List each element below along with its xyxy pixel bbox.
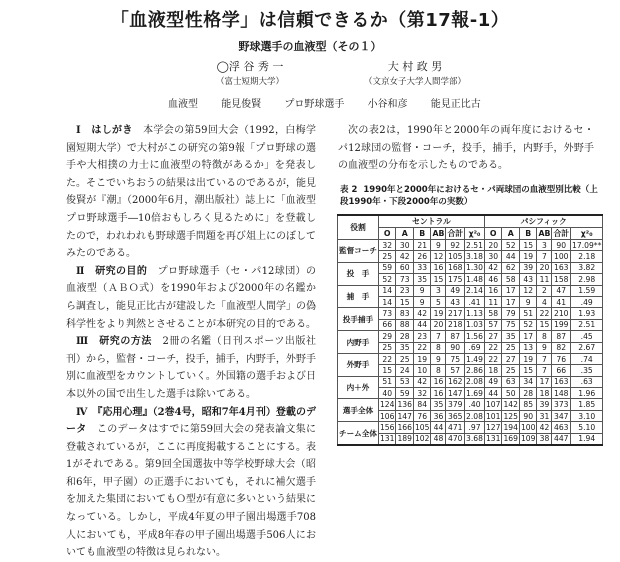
table-cell: 29: [378, 331, 396, 342]
col-total: 合計: [553, 229, 570, 238]
table-cell: 3.18: [466, 252, 483, 262]
table-cell: 87: [552, 331, 571, 342]
table-cell: 9: [519, 296, 537, 307]
table-cell: 25: [396, 353, 414, 364]
section-heading: Ⅱ 研究の目的: [76, 265, 148, 277]
table-cell: 9: [431, 240, 446, 251]
table-cell: 194: [503, 422, 518, 432]
paper-subtitle: 野球選手の血液型（その１）: [238, 40, 382, 53]
table-cell: 42: [396, 251, 414, 262]
table-cell: 32: [378, 240, 396, 251]
author-2: [340, 58, 490, 87]
table-cell: 43: [446, 296, 465, 307]
paragraph: [66, 333, 316, 403]
table-cell: 1.94: [571, 433, 603, 445]
left-column: [66, 122, 316, 562]
table-cell: 15: [396, 296, 414, 307]
table-cell: 2.51: [466, 240, 483, 250]
table-cell: 35: [502, 331, 520, 342]
table-cell: 162: [446, 376, 465, 387]
table-cell: 49: [446, 285, 465, 296]
keywords: [168, 95, 499, 110]
table-cell: 87: [446, 331, 465, 342]
table-cell: 189: [397, 434, 412, 444]
table-cell: 471: [446, 422, 465, 433]
table-cell: 32: [413, 388, 431, 399]
table-cell: 142: [503, 400, 518, 410]
table-cell: 48: [431, 433, 446, 445]
table-row: [338, 240, 603, 251]
table-row: [338, 331, 603, 342]
table-cell: 73: [378, 308, 396, 319]
table-cell: .74: [571, 353, 603, 364]
table-cell: 19: [519, 251, 537, 262]
table-cell: 217: [446, 308, 465, 319]
table-cell: 2.67: [571, 342, 603, 353]
table-cell: 42: [413, 308, 431, 319]
table-number: 表 2: [340, 185, 358, 195]
author-1: [180, 58, 320, 87]
row-label: 投手捕手: [338, 308, 379, 331]
table-cell: 101: [485, 411, 501, 421]
paragraph: [66, 263, 316, 333]
table-cell: 30: [484, 251, 502, 262]
table-cell: 44: [502, 251, 520, 262]
table-cell: 43: [519, 274, 537, 285]
table-cell: .97: [465, 422, 485, 433]
table-cell: 131: [379, 434, 395, 444]
table-cell: 1.93: [571, 308, 603, 319]
table-cell: 5.10: [571, 422, 603, 433]
table-cell: 15: [378, 365, 396, 376]
table-cell: 59: [378, 262, 396, 273]
paragraph-text: このデータはすでに第59回大会の発表論文集に登載されているが，ここに再度掲載することにする。表1がそれである。第9回全国選抜中等学校野球大会（昭和6年，甲子園）の正選手においても，それに補欠選手を加えた集団においてもＯ型が有意に多いという結果になっている。しかし，平成4年夏の甲子園出場選手708人においても，平成8年春の甲子園出場選手506人においても血液型の特徴は見られない。: [66, 424, 317, 559]
table-cell: 60: [396, 262, 414, 273]
table-cell: .49: [571, 296, 603, 307]
table-cell: 42: [413, 376, 431, 387]
table-cell: 2.14: [466, 286, 483, 296]
table-cell: 28: [396, 331, 414, 342]
table-cell: 39: [537, 399, 552, 410]
paragraph-text: プロ野球選手（セ・パ12球団）の血液型（ＡＢＯ式）を1990年および2000年の名鑑から調査し，能見正比古が建設した「血液型人間学」の偽科学性をより判然とさせることが本研究の目的である。: [66, 265, 316, 330]
table-cell: 31: [537, 410, 552, 421]
table-cell: 22: [378, 353, 396, 364]
col-chi: χ²₀: [465, 228, 485, 240]
table-cell: 23: [396, 285, 414, 296]
table-cell: 1.69: [466, 388, 483, 398]
col-chi: χ²₀: [571, 228, 603, 240]
table-cell: 12: [519, 285, 537, 296]
table-cell: 8: [537, 331, 552, 342]
col-total: 合計: [447, 229, 464, 238]
col-b: B: [413, 228, 431, 240]
table-cell: 20: [537, 262, 552, 273]
table-cell: 79: [502, 308, 520, 319]
table-cell: 52: [519, 319, 537, 330]
table-cell: 1.30: [466, 263, 483, 273]
keyword: 能見俊賢: [221, 99, 262, 110]
table-cell: 36: [431, 410, 446, 421]
table-cell: 76: [552, 353, 571, 364]
table-cell: 44: [413, 319, 431, 330]
table-cell: 136: [397, 400, 412, 410]
table-cell: 33: [413, 262, 431, 273]
table-cell: 25: [502, 365, 520, 376]
table-cell: 163: [552, 376, 571, 387]
author-1-name: ◯浮 谷 秀 一: [216, 60, 284, 73]
table-cell: 100: [552, 251, 571, 262]
right-column: [338, 122, 594, 175]
col-role: 役割: [338, 215, 379, 240]
table-cell: 75: [502, 319, 520, 330]
table-cell: 199: [552, 319, 571, 330]
table-cell: 12: [431, 251, 446, 262]
table-cell: 42: [537, 422, 552, 433]
table-cell: 105: [414, 422, 430, 432]
table-cell: 18: [484, 365, 502, 376]
table-cell: 58: [502, 274, 520, 285]
table-cell: 76: [413, 410, 431, 421]
table-cell: 8: [431, 365, 446, 376]
table-cell: 39: [519, 262, 537, 273]
table-cell: 10: [413, 365, 431, 376]
table-cell: 13: [519, 342, 537, 353]
table-cell: 148: [552, 388, 571, 399]
table-cell: 7: [431, 331, 446, 342]
row-label: 内野手: [338, 331, 379, 354]
table-cell: 30: [396, 240, 414, 251]
table-cell: 47: [552, 285, 571, 296]
table-cell: 51: [378, 376, 396, 387]
row-label: 外野手: [338, 353, 379, 376]
table-cell: 169: [503, 434, 518, 444]
keyword: 小谷和彦: [367, 99, 408, 110]
table-row: [338, 262, 603, 273]
table-cell: 25: [378, 251, 396, 262]
table-cell: 84: [413, 399, 431, 410]
table-cell: 379: [446, 399, 465, 410]
table-cell: 25: [502, 342, 520, 353]
table-cell: 25: [378, 342, 396, 353]
table-cell: 17: [537, 376, 552, 387]
table-cell: 18: [537, 388, 552, 399]
table-cell: 16: [431, 376, 446, 387]
table-cell: 15: [537, 319, 552, 330]
table-cell: 88: [396, 319, 414, 330]
row-label: 投 手: [338, 262, 379, 285]
row-label: 内＋外: [338, 376, 379, 399]
author-2-name: 大 村 政 男: [387, 60, 443, 73]
paragraph-text: 本学会の第59回大会（1992，白梅学園短期大学）で大村がこの研究の第9報「プロ野球の選手や大相撲の力士に血液型の特徴があるか」を発表した。そこでいちおうの結果は出ているのであるが，能見俊賢が『潮』（2000年6月，潮出版社）誌上に「血液型プロ野球選手―10倍おもしろく見るために」を登載したので，われわれも野球選手問題を再び俎上にのぼしてみたのである。: [66, 125, 316, 260]
table-cell: 156: [379, 422, 395, 432]
table-cell: 16: [484, 285, 502, 296]
table-cell: 2.08: [466, 377, 483, 387]
table-cell: 58: [484, 308, 502, 319]
table-cell: 105: [446, 251, 465, 262]
table-cell: .40: [465, 399, 485, 410]
table-cell: 100: [520, 422, 536, 432]
paragraph: [66, 404, 316, 562]
table-cell: 158: [552, 274, 571, 285]
table-cell: 24: [396, 365, 414, 376]
section-heading: Ⅲ 研究の方法: [76, 336, 152, 348]
table-cell: 19: [413, 353, 431, 364]
table-cell: 109: [520, 434, 536, 444]
table-cell: 7: [537, 365, 552, 376]
table-cell: 75: [446, 353, 465, 364]
table-caption-text: 1990年と2000年におけるセ・パ両球団の血液型別比較（上段1990年・下段2000年の実数）: [340, 185, 598, 207]
table-cell: 53: [396, 376, 414, 387]
table-cell: 52: [502, 240, 520, 251]
section-heading: Ⅳ 『応用心理』（2巻4号，昭和7年4月刊）登載のデータ: [66, 406, 316, 436]
table-cell: 35: [413, 274, 431, 285]
table-cell: 1.03: [466, 320, 483, 330]
table-cell: .69: [465, 342, 485, 353]
table-cell: 44: [484, 388, 502, 399]
table-cell: 8: [431, 342, 446, 353]
table-cell: 166: [397, 422, 412, 432]
table-cell: 9: [431, 353, 446, 364]
table-cell: 127: [485, 422, 501, 432]
table-cell: 73: [396, 274, 414, 285]
table-cell: 463: [552, 422, 571, 433]
table-cell: .45: [571, 331, 603, 342]
table-cell: 168: [446, 262, 465, 273]
table-cell: 210: [552, 308, 571, 319]
row-label: 捕 手: [338, 285, 379, 308]
table-cell: 90: [519, 410, 537, 421]
table-cell: 2.08: [466, 411, 483, 421]
table-cell: 90: [446, 342, 465, 353]
table-cell: 17.09**: [572, 240, 602, 250]
table-cell: 23: [413, 331, 431, 342]
table-cell: 1.56: [466, 331, 483, 341]
table-cell: 44: [431, 422, 446, 433]
paragraph-text: 次の表2は，1990年と2000年の両年度におけるセ・パ12球団の監督・コーチ，投手，捕手，内野手，外野手の血液型の分布を示したものである。: [338, 125, 594, 172]
table-cell: 35: [396, 342, 414, 353]
col-a: A: [396, 228, 414, 240]
paragraph: [338, 122, 594, 175]
table-cell: 85: [519, 399, 537, 410]
table-cell: 19: [431, 308, 446, 319]
table-cell: 106: [379, 411, 395, 421]
keyword: 能見正比古: [430, 99, 481, 110]
table-cell: 34: [519, 376, 537, 387]
table-cell: 2.98: [571, 274, 603, 285]
table-cell: 49: [484, 376, 502, 387]
table-cell: 35: [431, 399, 446, 410]
table-cell: 102: [414, 434, 430, 444]
table-cell: 22: [537, 308, 552, 319]
table-cell: .63: [571, 376, 603, 387]
table-cell: 57: [446, 365, 465, 376]
table-cell: .35: [571, 365, 603, 376]
table-cell: 347: [552, 410, 571, 421]
table-cell: 1.49: [466, 354, 483, 364]
table-cell: 20: [484, 240, 502, 251]
keyword: 血液型: [168, 99, 198, 110]
table-cell: 27: [502, 353, 520, 364]
table-cell: 15: [519, 240, 537, 251]
table-cell: 63: [502, 376, 520, 387]
col-o: O: [484, 228, 502, 240]
table-cell: 14: [378, 296, 396, 307]
table-cell: 3.10: [571, 410, 603, 421]
data-table: [337, 214, 603, 446]
paper-title: 「血液型性格学」は信頼できるか（第17報-1）: [110, 10, 510, 31]
col-a: A: [502, 228, 520, 240]
table-cell: 1.96: [571, 388, 603, 399]
table-row: [338, 422, 603, 433]
table-cell: 147: [446, 388, 465, 399]
table-cell: 3.82: [571, 262, 603, 273]
table-cell: 2: [537, 285, 552, 296]
table-cell: 9: [413, 296, 431, 307]
table-cell: 125: [503, 411, 518, 421]
table-cell: 17: [502, 285, 520, 296]
table-cell: 1.48: [466, 274, 483, 284]
table-cell: 147: [397, 411, 412, 421]
table-cell: 7: [537, 353, 552, 364]
table-cell: 59: [396, 388, 414, 399]
table-cell: 11: [484, 296, 502, 307]
table-cell: 470: [446, 433, 465, 445]
table-cell: 82: [552, 342, 571, 353]
table-cell: 3: [431, 285, 446, 296]
table-cell: 1.85: [571, 399, 603, 410]
table-cell: 163: [552, 262, 571, 273]
table-cell: 5: [431, 296, 446, 307]
row-label: 選手全体: [338, 399, 379, 422]
keyword: プロ野球選手: [284, 99, 345, 110]
author-1-affiliation: （富士短期大学）: [215, 77, 284, 87]
table-row: [338, 285, 603, 296]
table-cell: 373: [552, 399, 571, 410]
table-cell: 17: [502, 296, 520, 307]
row-label: チーム全体: [338, 422, 379, 445]
table-cell: 447: [552, 433, 571, 445]
col-ab: AB: [432, 229, 445, 238]
table-cell: 28: [519, 388, 537, 399]
table-cell: 3: [537, 240, 552, 251]
table-row: [338, 399, 603, 410]
table-cell: 3.68: [466, 434, 483, 444]
table-cell: 2.18: [571, 251, 603, 262]
table-cell: 57: [484, 319, 502, 330]
table-cell: 4: [537, 296, 552, 307]
table-cell: 131: [485, 434, 501, 444]
table-cell: 9: [537, 342, 552, 353]
col-o: O: [378, 228, 396, 240]
table-row: [338, 353, 603, 364]
col-ab: AB: [538, 229, 551, 238]
table-row: [338, 308, 603, 319]
table-cell: 50: [502, 388, 520, 399]
table-cell: 1.59: [571, 285, 603, 296]
table-cell: 20: [431, 319, 446, 330]
table-cell: 21: [413, 240, 431, 251]
table-cell: 90: [552, 240, 571, 251]
table-cell: 124: [379, 400, 395, 410]
table-cell: 22: [413, 342, 431, 353]
table-cell: 107: [485, 400, 501, 410]
table-cell: 7: [537, 251, 552, 262]
table-cell: 17: [519, 331, 537, 342]
table-cell: 62: [502, 262, 520, 273]
table-cell: 46: [484, 274, 502, 285]
table-cell: 11: [537, 274, 552, 285]
league-pacific: パシフィック: [484, 215, 602, 228]
table-cell: 83: [396, 308, 414, 319]
col-b: B: [519, 228, 537, 240]
table-header-row: [338, 215, 603, 228]
paragraph-text: 2冊の名鑑（日刊スポーツ出版社刊）から，監督・コーチ，投手，捕手，内野手，外野手別に血液型をカウントしていく。外国籍の選手および日本以外の国で出生した選手は除いてある。: [66, 336, 316, 400]
table-cell: .41: [465, 296, 485, 307]
table-caption: [340, 184, 600, 208]
table-cell: 218: [446, 319, 465, 330]
author-2-affiliation: （文京女子大学人間学部）: [363, 77, 466, 87]
paragraph: [66, 122, 316, 263]
table-cell: 365: [446, 410, 465, 421]
table-cell: 27: [484, 331, 502, 342]
table-cell: 16: [431, 262, 446, 273]
table-cell: 92: [446, 240, 465, 251]
league-central: セントラル: [378, 215, 484, 228]
table-cell: 40: [378, 388, 396, 399]
table-cell: 22: [484, 342, 502, 353]
row-label: 監督コーチ: [338, 240, 379, 263]
table-cell: 175: [446, 274, 465, 285]
table-row: [338, 376, 603, 387]
table-cell: 66: [378, 319, 396, 330]
table-cell: 1.13: [466, 309, 483, 319]
table-cell: 66: [552, 365, 571, 376]
table-cell: 19: [519, 353, 537, 364]
section-heading: Ⅰ はしがき: [76, 125, 133, 136]
table-cell: 41: [552, 296, 571, 307]
table-cell: 22: [484, 353, 502, 364]
table-cell: 16: [431, 388, 446, 399]
table-cell: 42: [484, 262, 502, 273]
table-cell: 2.51: [571, 319, 603, 330]
table-cell: 2.86: [466, 365, 483, 375]
table-cell: 52: [378, 274, 396, 285]
table-cell: 51: [519, 308, 537, 319]
table-cell: 38: [537, 433, 552, 445]
table-cell: 15: [431, 274, 446, 285]
table-cell: 9: [413, 285, 431, 296]
table-cell: 26: [413, 251, 431, 262]
table-cell: 15: [519, 365, 537, 376]
table-cell: 14: [378, 285, 396, 296]
